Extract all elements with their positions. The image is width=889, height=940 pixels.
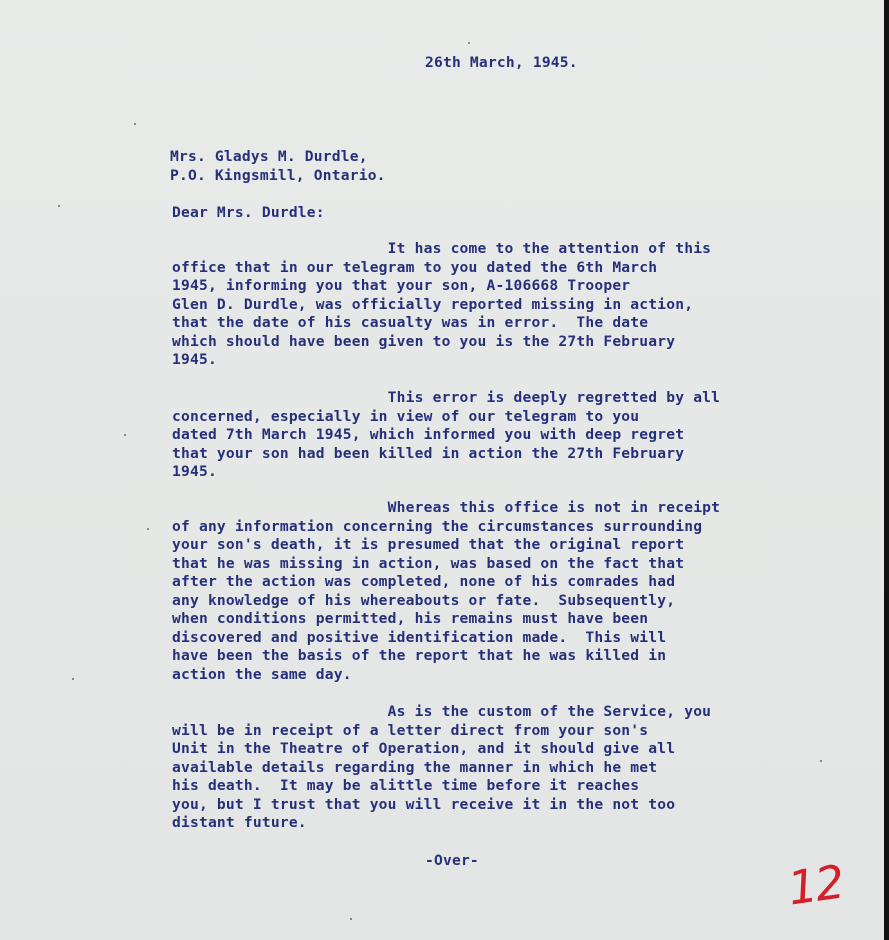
- paragraph-line: his death. It may be alittle time before it reaches: [172, 777, 640, 794]
- paragraph-line: distant future.: [172, 814, 307, 831]
- paragraph-line: have been the basis of the report that he was killed in: [172, 647, 667, 664]
- recipient-location: P.O. Kingsmill, Ontario.: [170, 166, 386, 184]
- continuation-mark: -Over-: [425, 852, 479, 869]
- recipient-address: [170, 148, 386, 185]
- paragraph-line: concerned, especially in view of our telegram to you: [172, 407, 640, 425]
- handwritten-page-number: 12: [784, 854, 847, 916]
- paragraph-line: you, but I trust that you will receive it in the not too: [172, 795, 676, 813]
- paragraph-line: that your son had been killed in action the 27th February: [172, 444, 685, 462]
- paragraph-line: 1945, informing you that your son, A-106668 Trooper: [172, 277, 631, 294]
- paragraph-line: after the action was completed, none of his comrades had: [172, 573, 676, 590]
- scan-edge: [884, 0, 889, 940]
- paragraph-4: [172, 703, 711, 833]
- paragraph-line: discovered and positive identification made. This will: [172, 628, 667, 646]
- paragraph-line: This error is deeply regretted by all: [172, 389, 721, 406]
- paragraph-line: available details regarding the manner in which he met: [172, 758, 658, 776]
- paragraph-line: any knowledge of his whereabouts or fate. Subsequently,: [172, 591, 676, 609]
- paragraph-line: of any information concerning the circumstances surrounding: [172, 517, 703, 535]
- paragraph-line: that he was missing in action, was based on the fact that: [172, 554, 685, 572]
- paragraph-line: your son's death, it is presumed that the original report: [172, 536, 685, 553]
- paper-speck: [350, 918, 352, 920]
- paragraph-line: action the same day.: [172, 665, 352, 683]
- paper-speck: [58, 205, 60, 207]
- paper-speck: [72, 678, 74, 680]
- letter-date: 26th March, 1945.: [425, 54, 578, 71]
- paragraph-line: when conditions permitted, his remains must have been: [172, 610, 649, 627]
- paper-speck: [134, 123, 136, 125]
- paragraph-1: [172, 240, 711, 370]
- paper-speck: [820, 760, 822, 762]
- paragraph-line: dated 7th March 1945, which informed you with deep regret: [172, 426, 685, 443]
- paper-speck: [468, 42, 470, 44]
- paragraph-line: that the date of his casualty was in error. The date: [172, 314, 649, 331]
- paragraph-line: 1945.: [172, 351, 217, 368]
- paragraph-line: As is the custom of the Service, you: [172, 703, 712, 720]
- paragraph-line: Whereas this office is not in receipt: [172, 499, 721, 516]
- paper-speck: [147, 528, 149, 530]
- paragraph-line: Glen D. Durdle, was officially reported missing in action,: [172, 295, 694, 313]
- paragraph-3: [172, 499, 720, 684]
- paragraph-line: Unit in the Theatre of Operation, and it should give all: [172, 740, 676, 757]
- paragraph-line: office that in our telegram to you dated the 6th March: [172, 258, 658, 276]
- salutation: Dear Mrs. Durdle:: [172, 204, 325, 221]
- paragraph-2: [172, 389, 720, 482]
- paragraph-line: It has come to the attention of this: [172, 240, 712, 257]
- paragraph-line: 1945.: [172, 463, 217, 480]
- paragraph-line: will be in receipt of a letter direct from your son's: [172, 721, 649, 739]
- recipient-name: Mrs. Gladys M. Durdle,: [170, 148, 368, 165]
- paragraph-line: which should have been given to you is the 27th February: [172, 332, 676, 350]
- paper-speck: [124, 434, 126, 436]
